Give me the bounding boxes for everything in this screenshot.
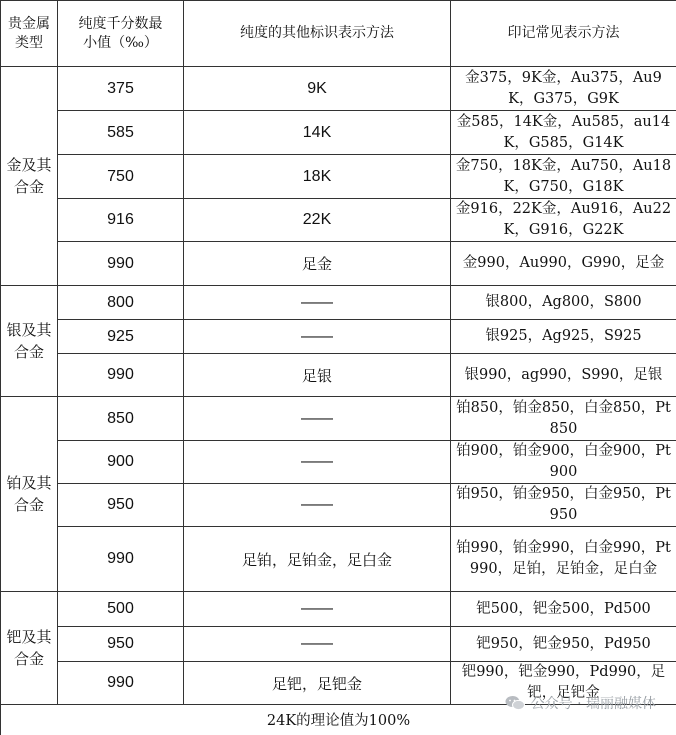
fineness-value: 950: [58, 627, 184, 662]
table-row: [1, 527, 676, 592]
other-mark: ——: [184, 484, 451, 527]
table-row: [1, 242, 676, 286]
other-mark: ——: [184, 320, 451, 354]
fineness-value: 990: [58, 662, 184, 705]
table-row: [1, 397, 676, 441]
header-metal-type: 贵金属类型: [1, 1, 58, 67]
stamp-method: 铂900，铂金900，白金900，Pt900: [451, 441, 676, 484]
stamp-method: 钯500，钯金500，Pd500: [451, 592, 676, 627]
table-row: [1, 67, 676, 111]
metal-group-palladium: 钯及其合金: [1, 592, 58, 705]
table-row: [1, 199, 676, 242]
fineness-value: 990: [58, 242, 184, 286]
table-row: [1, 320, 676, 354]
other-mark: ——: [184, 627, 451, 662]
other-mark: ——: [184, 441, 451, 484]
table-row: [1, 155, 676, 199]
other-mark: ——: [184, 397, 451, 441]
stamp-method: 金375，9K金，Au375，Au9K，G375，G9K: [451, 67, 676, 111]
wechat-icon: [505, 695, 525, 711]
stamp-method: 银990，ag990，S990，足银: [451, 354, 676, 397]
fineness-value: 990: [58, 354, 184, 397]
fineness-value: 990: [58, 527, 184, 592]
header-stamp-methods: 印记常见表示方法: [451, 1, 676, 67]
stamp-method: 金990，Au990，G990，足金: [451, 242, 676, 286]
header-other-marks: 纯度的其他标识表示方法: [184, 1, 451, 67]
fineness-value: 916: [58, 199, 184, 242]
stamp-method: 银925，Ag925，S925: [451, 320, 676, 354]
table-row: [1, 484, 676, 527]
other-mark: ——: [184, 286, 451, 320]
watermark: [505, 693, 656, 713]
fineness-value: 950: [58, 484, 184, 527]
fineness-value: 585: [58, 111, 184, 155]
metal-group-silver: 银及其合金: [1, 286, 58, 397]
stamp-method: 金750，18K金，Au750，Au18K，G750，G18K: [451, 155, 676, 199]
other-mark: 9K: [184, 67, 451, 111]
fineness-value: 850: [58, 397, 184, 441]
fineness-value: 800: [58, 286, 184, 320]
metal-group-platinum: 铂及其合金: [1, 397, 58, 592]
other-mark: 足金: [184, 242, 451, 286]
fineness-value: 900: [58, 441, 184, 484]
stamp-method: 钯990，钯金990，Pd990，足钯，足钯金: [451, 662, 676, 705]
stamp-method: 铂990，铂金990，白金990，Pt990，足铂，足铂金，足白金: [451, 527, 676, 592]
other-mark: ——: [184, 592, 451, 627]
stamp-method: 铂950，铂金950，白金950，Pt950: [451, 484, 676, 527]
other-mark: 22K: [184, 199, 451, 242]
metal-group-gold: 金及其合金: [1, 67, 58, 286]
stamp-method: 金585，14K金，Au585，au14K，G585，G14K: [451, 111, 676, 155]
stamp-method: 铂850，铂金850，白金850，Pt850: [451, 397, 676, 441]
fineness-value: 500: [58, 592, 184, 627]
header-min-fineness: 纯度千分数最小值（‰）: [58, 1, 184, 67]
fineness-value: 925: [58, 320, 184, 354]
table-row: [1, 592, 676, 627]
table-row: [1, 441, 676, 484]
table-row: [1, 286, 676, 320]
watermark-text: 公众号 · 瑞丽融媒体: [531, 693, 656, 713]
table-header-row: [1, 1, 676, 67]
stamp-method: 金916，22K金，Au916，Au22K，G916，G22K: [451, 199, 676, 242]
table-row: [1, 627, 676, 662]
other-mark: 足铂，足铂金，足白金: [184, 527, 451, 592]
stamp-method: 银800，Ag800，S800: [451, 286, 676, 320]
table-row: [1, 354, 676, 397]
other-mark: 18K: [184, 155, 451, 199]
fineness-value: 375: [58, 67, 184, 111]
other-mark: 足钯，足钯金: [184, 662, 451, 705]
other-mark: 足银: [184, 354, 451, 397]
fineness-value: 750: [58, 155, 184, 199]
footnote: 24K的理论值为100%: [1, 705, 676, 735]
table-row: [1, 111, 676, 155]
stamp-method: 钯950，钯金950，Pd950: [451, 627, 676, 662]
other-mark: 14K: [184, 111, 451, 155]
